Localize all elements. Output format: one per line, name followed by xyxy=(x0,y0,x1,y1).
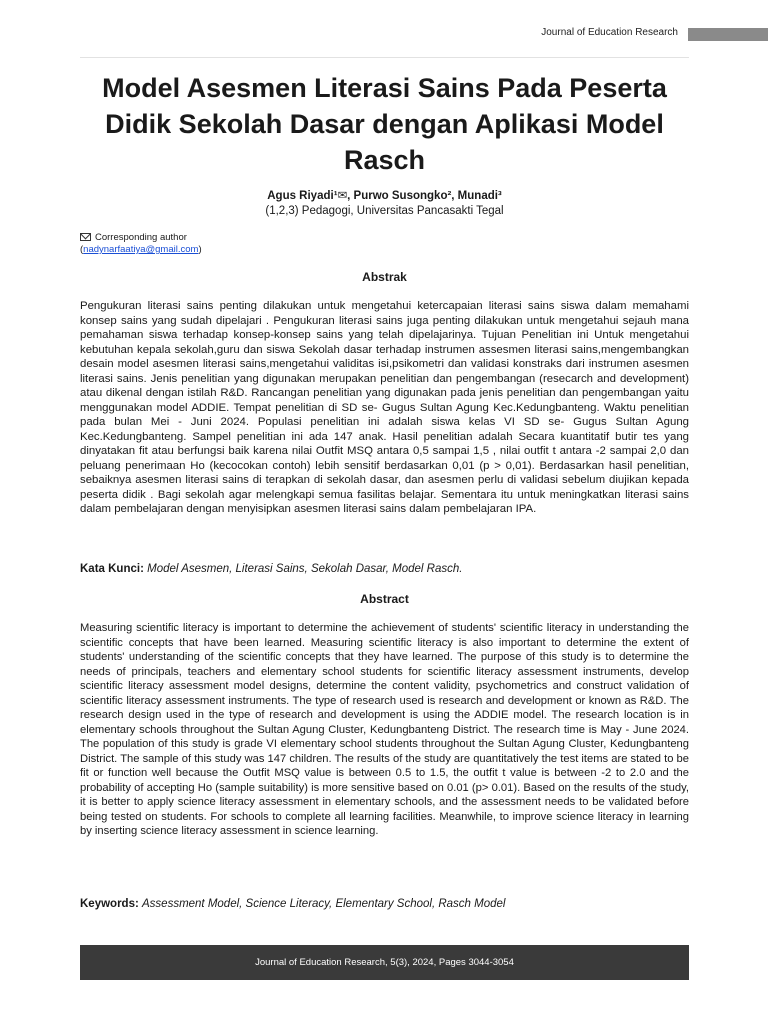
kata-kunci-values: Model Asesmen, Literasi Sains, Sekolah Dasar, Model Rasch. xyxy=(147,563,463,575)
keywords-values: Assessment Model, Science Literacy, Elementary School, Rasch Model xyxy=(142,898,506,910)
keywords-label: Keywords: xyxy=(80,898,139,910)
affiliation: (1,2,3) Pedagogi, Universitas Pancasakti Tegal xyxy=(265,205,504,217)
corresponding-author: Corresponding author (nadynarfaatiya@gmail.com) xyxy=(80,232,202,255)
abstrak-text: Pengukuran literasi sains penting dilakukan untuk mengetahui ketercapaian literasi sains siswa dalam memahami konsep sains yang sudah dipelajari . Pengukuran literasi sains juga penting dilakukan untuk mengetahui sejauh mana pemahaman siswa terhadap konsep-konsep sains yang telah dipelajarinya. Tujuan Penelitian ini Untuk mengetahui kebutuhan kepala sekolah,guru dan siswa Sekolah dasar terhadap instrumen assesmen literasi sains,mengembangkan desain model asesmen literasi sains,mengetahui validitas isi,psikometri dan validasi konstraks dari instrumen asesmen literasi sains. Jenis penelitian yang digunakan merupakan penelitian dan pengembangan (resecarch and development) atau dikenal dengan istilah R&D. Rancangan penelitian yang digunakan pada jenis penelitian dan pengembangan yaitu menggunakan model ADDIE. Tempat penelitian di SD se- Gugus Sultan Agung Kec.Kedungbanteng. Waktu penelitian pada bulan Mei - Juni 2024. Populasi penelitian ini adalah siswa kelas VI SD se- Gugus Sultan Agung Kec.Kedungbanteng. Sampel penelitian ini ada 147 anak. Hasil penelitian adalah Secara kuantitatif butir tes yang dinyatakan fit atau berfungsi baik karena nilai Outfit MSQ antara 0,5 sampai 1,5 , nilai outfit t antara -2 sampai 2,0 dan peluang penerimaan Ho (kecocokan contoh) lebih sensitif berdasarkan 0,01 (p > 0,01). Berdasarkan hasil penelitian, sebaiknya asesmen literasi sains di terapkan di sekolah dasar, dan asesmen perlu di validasi sebelum diujikan kepada peserta didik . Bagi sekolah agar melengkapi semua fasilitas belajar. Sementara itu untuk meningkatkan literasi sains dalam pembelajaran dengan menyisipkan asesmen literasi sains dalam pembelajaran IPA. xyxy=(80,300,689,515)
authors: Agus Riyadi¹✉, Purwo Susongko², Munadi³ xyxy=(267,190,502,202)
abstract-heading: Abstract xyxy=(360,592,409,606)
article-title: Model Asesmen Literasi Sains Pada Peserta Didik Sekolah Dasar dengan Aplikasi Model Rasch xyxy=(102,73,667,175)
keywords xyxy=(80,898,689,910)
mail-icon xyxy=(80,233,91,241)
abstrak-heading: Abstrak xyxy=(362,270,407,284)
header-accent-bar xyxy=(688,28,768,41)
journal-header xyxy=(0,24,768,44)
header-divider xyxy=(80,57,689,58)
journal-name: Journal of Education Research xyxy=(541,27,678,38)
footer-bar xyxy=(80,945,689,980)
abstract-text: Measuring scientific literacy is important to determine the achievement of students' scientific literacy in understanding the scientific concepts that have been learned. Measuring scientific literacy is also important to determine the extent of students' understanding of the scientific concepts that they have learned. The purpose of this study is to determine the needs of principals, teachers and elementary school students for scientific literacy assessment instruments, develop scientific literacy assessment model designs, determine the content validity, psychometrics and construct validation of scientific literacy assessment instruments. The type of research used is research and development or known as R&D. The research design used in the type of research and development is using the ADDIE model. The research location is in elementary schools throughout the Sultan Agung Cluster, Kedungbanteng District. The research time is May - June 2024. The population of this study is grade VI elementary school students throughout the Sultan Agung Cluster, Kedungbanteng District. The sample of this study was 147 children. The results of the study are quantitatively the test items are stated to be fit or function well because the Outfit MSQ value is between 0.5 to 1.5, the outfit t value is between -2 to 2.0 and the probability of accepting Ho (sample suitability) is more sensitive based on 0.01 (p> 0.01). Based on the results of the study, it is better to apply science literacy assessment in elementary schools, and the assessment needs to be validated before being tested on students. For schools to complete all learning facilities. Meanwhile, to improve science literacy in learning by inserting science literacy assessment in science learning. xyxy=(80,622,689,837)
corresponding-label: Corresponding author xyxy=(95,232,187,243)
kata-kunci-label: Kata Kunci: xyxy=(80,563,144,575)
footer-citation: Journal of Education Research, 5(3), 2024, Pages 3044-3054 xyxy=(255,957,514,968)
corresponding-email-link[interactable]: nadynarfaatiya@gmail.com xyxy=(83,244,199,255)
kata-kunci xyxy=(80,563,689,575)
